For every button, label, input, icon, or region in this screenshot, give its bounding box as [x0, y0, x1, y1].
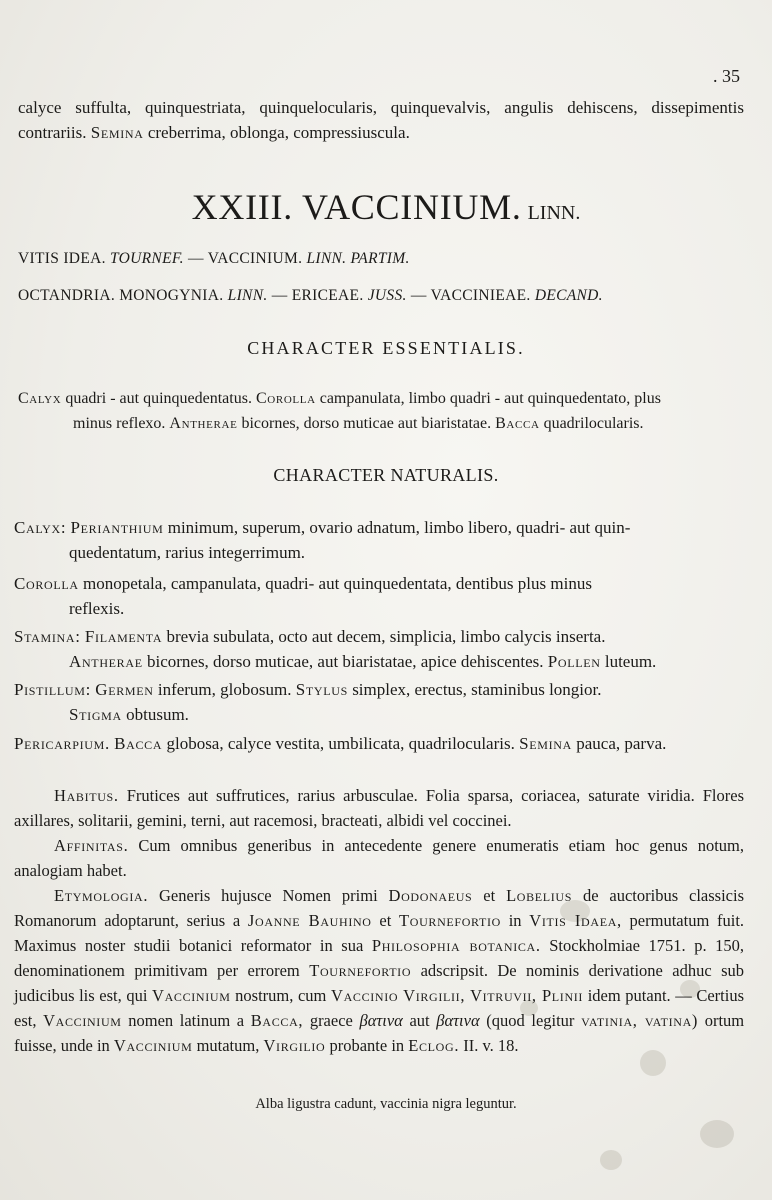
paper-stain	[700, 1120, 734, 1148]
etymologia-paragraph: Etymologia. Generis hujusce Nomen primi Dodonaeus et Lobelius de auctoribus classicis Romanorum adoptarunt, serius a Joanne Bauhino et Tournefortio in Vitis Idaea, permutatum fuit. Maximus noster studii botanici reformator in sua Philosophia botanica. Stockholmiae 1751. p. 150, denominationem primitivam per errorem Tournefortio adscripsit. De nominis derivatione adhuc sub judicibus lis est, qui Vaccinium nostrum, cum Vaccinio Virgilii, Vitruvii, Plinii idem putant. — Certius est, Vaccinium nomen latinum a Bacca, graece βατινα aut βατινα (quod legitur vatinia, vatina) ortum fuisse, unde in Vaccinium mutatum, Virgilio probante in Eclog. II. v. 18.	[14, 886, 745, 1055]
nat-calyx: Calyx: Perianthium minimum, superum, ovario adnatum, limbo libero, quadri- aut quin- quedentatum, rarius integerrimum.	[14, 518, 631, 562]
synonym-line-1: VITIS IDEA. TOURNEF. — VACCINIUM. LINN. PARTIM.	[18, 250, 410, 267]
heading-essentialis: CHARACTER ESSENTIALIS.	[247, 338, 525, 358]
affinitas-paragraph: Affinitas. Cum omnibus generibus in antecedente genere enumeratis etiam hoc genus notum, analogiam habet.	[14, 836, 745, 880]
title-author: LINN.	[527, 202, 581, 224]
nat-pericarpium: Pericarpium. Bacca globosa, calyce vestita, umbilicata, quadrilocularis. Semina pauca, parva.	[14, 734, 667, 753]
title-main: XXIII. VACCINIUM.	[191, 187, 522, 227]
semina-label: Semina	[90, 123, 144, 142]
nat-stamina: Stamina: Filamenta brevia subulata, octo aut decem, simplicia, limbo calycis inserta. Antherae bicornes, dorso muticae, aut biaristatae, apice dehiscentes. Pollen luteum.	[14, 627, 657, 671]
genus-title	[0, 186, 772, 228]
top-paragraph	[18, 95, 744, 145]
character-essentialis: Calyx quadri - aut quinquedentatus. Corolla campanulata, limbo quadri - aut quinquedentato, plus minus reflexo. Antherae bicornes, dorso muticae aut biaristatae. Bacca quadrilocularis.	[18, 390, 661, 432]
synonym-line-2: OCTANDRIA. MONOGYNIA. LINN. — ERICEAE. JUSS. — VACCINIEAE. DECAND.	[18, 287, 603, 304]
nat-pistillum: Pistillum: Germen inferum, globosum. Stylus simplex, erectus, staminibus longior. Stigma obtusum.	[14, 680, 602, 724]
virgil-quote: Alba ligustra cadunt, vaccinia nigra leguntur.	[255, 1096, 517, 1112]
page-number: . 35	[713, 66, 740, 86]
top-text: calyce suffulta, quinquestriata, quinquelocularis, quinquevalvis, angulis dehiscens, dissepimentis contrariis.	[18, 98, 744, 142]
habitus-paragraph: Habitus. Frutices aut suffrutices, rarius arbusculae. Folia sparsa, coriacea, saturate viridia. Flores axillares, solitarii, gemini, terni, aut racemosi, bracteati, albidi vel coccinei.	[14, 786, 745, 830]
paper-stain	[600, 1150, 622, 1170]
nat-corolla: Corolla monopetala, campanulata, quadri- aut quinquedentata, dentibus plus minus reflexis.	[14, 574, 592, 618]
heading-naturalis: CHARACTER NATURALIS.	[273, 465, 499, 485]
semina-text: creberrima, oblonga, compressiuscula.	[147, 123, 410, 142]
